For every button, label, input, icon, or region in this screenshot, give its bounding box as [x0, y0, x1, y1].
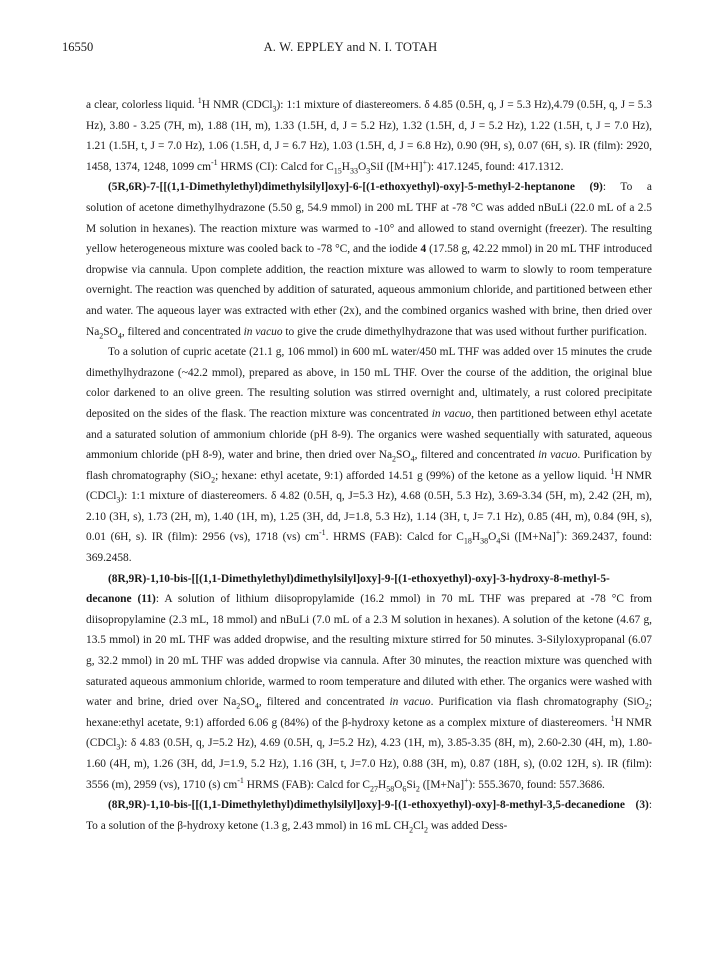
paragraph-nmr-data: a clear, colorless liquid. $^1$H NMR (CDCl$_3$): 1:1 mixture of diastereomers. δ 4.85 (0.5H, q, J = 5.3 Hz),4.79 (0.5H, q, J = 5.3 Hz), 3.80 - 3.25 (7H, m), 1.88 (1H, m), 1.33 (1.5H, d, J = 5.2 Hz), 1.32 (1.5H, d, J = 5.2 Hz), 1.22 (1.5H, t, J = 7.0 Hz), 1.21 (1.5H, t, J = 7.0 Hz), 1.06 (1.5H, d, J = 6.7 Hz), 1.03 (1.5H, d, J = 6.8 Hz), 0.90 (9H, s), 0.07 (6H, s). IR (film): 2920, 1458, 1374, 1248, 1099 $cm^{-1}$ HRMS (CI): Calcd for $C_{15}H_{33}O_3SiI$ ([M+H]+): 417.1245, found: 417.1312.	[86, 96, 652, 176]
paragraph-compound-3: (8R,9R)-1,10-bis-[[(1,1-Dimethylethyl)dimethylsilyl]oxy]-9-[(1-ethoxyethyl)-oxy]-8-methyl-3,5-decanedione (3): To a solution of the β-hydroxy ketone (1.3 g, 2.43 mmol) in 16 mL $CH_2Cl_2$ was added Dess-	[86, 799, 652, 835]
page-number: 16550	[62, 40, 94, 54]
running-title: A. W. EPPLEY and N. I. TOTAH	[263, 40, 438, 54]
page-header	[0, 40, 701, 60]
compound-11-title: (8R,9R)-1,10-bis-[[(1,1-Dimethylethyl)dimethylsilyl]oxy]-9-[(1-ethoxyethyl)-oxy]-3-hydroxy-8-methyl-5-decanone (11)	[86, 572, 610, 606]
compound-9-title: (5R,6R)-7-[[(1,1-Dimethylethyl)dimethylsilyl]oxy]-6-[(1-ethoxyethyl)-oxy]-5-methyl-2-heptanone (9)	[108, 181, 603, 194]
paragraph-ketone-synthesis: To a solution of cupric acetate (21.1 g, 106 mmol) in 600 mL water/450 mL THF was added over 15 minutes the crude dimethylhydrazone (~42.2 mmol), prepared as above, in 150 mL THF. Over the course of the addition, the original blue color darkened to an olive green. The resulting solution was stirred overnight and, ultimately, a rust colored precipitate deposited on the sides of the flask. The reaction mixture was concentrated in vacuo, then partitioned between ethyl acetate and a saturated solution of ammonium chloride (pH 8-9). The organics were washed sequentially with saturated, aqueous ammonium chloride (pH 8-9), water and brine, then dried over $Na_2SO_4$, filtered and concentrated in vacuo. Purification by flash chromatography (SiO$_2$; hexane: ethyl acetate, 9:1) afforded 14.51 g (99%) of the ketone as a yellow liquid. $^1$H NMR (CDCl$_3$): 1:1 mixture of diastereomers. δ 4.82 (0.5H, q, J=5.3 Hz), 4.68 (0.5H, 5.3 Hz), 3.69-3.34 (5H, m), 2.42 (2H, m), 2.10 (3H, s), 1.73 (2H, m), 1.40 (1H, m), 1.25 (3H, dd, J=1.8, 5.3 Hz), 1.14 (3H, t, J= 7.1 Hz), 0.85 (4H, m), 0.84 (9H, s), 0.01 (6H, s). IR (film): 2956 (vs), 1718 (vs) $cm^{-1}$. HRMS (FAB): Calcd for $C_{18}H_{38}O_4Si$ ([M+Na]+): 369.2437, found: 369.2458.	[86, 346, 652, 565]
article-body	[86, 95, 652, 836]
paragraph-compound-9: (5R,6R)-7-[[(1,1-Dimethylethyl)dimethylsilyl]oxy]-6-[(1-ethoxyethyl)-oxy]-5-methyl-2-heptanone (9): To a solution of acetone dimethylhydrazone (5.50 g, 54.9 mmol) in 200 mL THF at -78 °C was added nBuLi (22.0 mL of a 2.5 M solution in hexanes). The reaction mixture was warmed to -10° and allowed to stand overnight (freezer). The resulting yellow heterogeneous mixture was cooled back to -78 °C, and the iodide 4 (17.58 g, 42.22 mmol) in 20 mL THF introduced dropwise via cannula. Upon complete addition, the reaction mixture was allowed to warm to slowly to room temperature overnight. The reaction was quenched by addition of saturated, aqueous ammonium chloride, and partitioned between ether and water. The aqueous layer was extracted with ether (2x), and the combined organics washed with brine, then dried over $Na_2SO_4$, filtered and concentrated in vacuo to give the crude dimethylhydrazone that was used without further purification.	[86, 181, 653, 340]
compound-3-title: (8R,9R)-1,10-bis-[[(1,1-Dimethylethyl)dimethylsilyl]oxy]-9-[(1-ethoxyethyl)-oxy]-8-methyl-3,5-decanedione (3)	[108, 799, 649, 812]
paragraph-compound-11: (8R,9R)-1,10-bis-[[(1,1-Dimethylethyl)dimethylsilyl]oxy]-9-[(1-ethoxyethyl)-oxy]-3-hydroxy-8-methyl-5-decanone (11): A solution of lithium diisopropylamide (16.2 mmol) in 70 mL THF was prepared at -78 °C from diisopropylamine (2.3 mL, 18 mmol) and nBuLi (7.0 mL of a 2.3 M solution in hexanes). A solution of the ketone (4.67 g, 13.5 mmol) in 20 mL THF was added dropwise, and the resulting mixture stirred for 50 minutes. 3-Silyloxypropanal (6.07 g, 32.2 mmol) in 20 mL THF was added dropwise via cannula. After 30 minutes, the reaction mixture was quenched with saturated aqueous ammonium chloride, warmed to room temperature and diluted with ether. The organics were washed with water and brine, dried over $Na_2SO_4$, filtered and concentrated in vacuo. Purification via flash chromatography (SiO$_2$; hexane:ethyl acetate, 9:1) afforded 6.06 g (84%) of the β-hydroxy ketone as a complex mixture of diastereomers. $^1$H NMR (CDCl$_3$): δ 4.83 (0.5H, q, J=5.2 Hz), 4.69 (0.5H, q, J=5.2 Hz), 4.23 (1H, m), 3.85-3.35 (8H, m), 2.60-2.30 (4H, m), 1.80-1.60 (4H, m), 1.26 (3H, dd, J=1.9, 5.2 Hz), 1.16 (3H, t, J=7.0 Hz), 0.88 (3H, m), 0.87 (18H, s), (0.02 12H, s). IR (film): 3556 (m), 2959 (vs), 1710 (s) $cm^{-1}$ HRMS (FAB): Calcd for $C_{27}H_{58}O_6Si_2$ ([M+Na]+): 555.3670, found: 557.3686.	[86, 572, 653, 793]
